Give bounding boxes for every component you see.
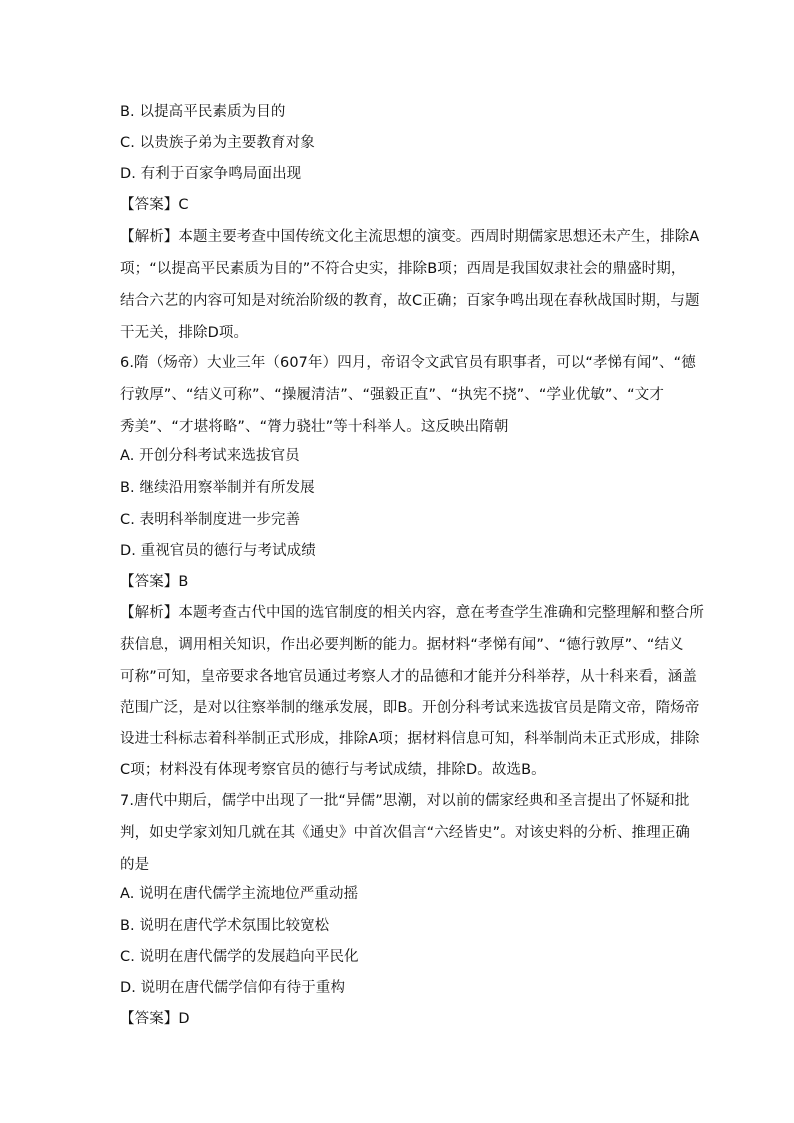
- analysis-line: C项；材料没有体现考察官员的德行与考试成绩，排除D。故选B。: [120, 762, 546, 778]
- option-a-line: A. 说明在唐代儒学主流地位严重动摇: [120, 886, 359, 902]
- option-d-line: D. 重视官员的德行与考试成绩: [120, 543, 316, 559]
- option-b-line: B. 以提高平民素质为目的: [120, 104, 286, 120]
- analysis-line: 设进士科标志着科举制正式形成，排除A项；据材料信息可知，科举制尚未正式形成，排除: [120, 731, 700, 747]
- answer-line: 【答案】C: [120, 197, 189, 213]
- option-d-line: D. 有利于百家争鸣局面出现: [120, 166, 302, 182]
- question-6-line: 行敦厚”、“结义可称”、“操履清洁”、“强毅正直”、“执宪不挠”、“学业优敏”、“文才: [120, 387, 664, 403]
- option-c-line: C. 表明科举制度进一步完善: [120, 512, 301, 528]
- analysis-line: 干无关，排除D项。: [120, 325, 249, 341]
- option-c-line: C. 以贵族子弟为主要教育对象: [120, 135, 315, 151]
- analysis-line: 【解析】本题考查古代中国的选官制度的相关内容，意在考查学生准确和完整理解和整合所: [120, 605, 704, 621]
- option-a-line: A. 开创分科考试来选拔官员: [120, 448, 300, 464]
- option-d-line: D. 说明在唐代儒学信仰有待于重构: [120, 980, 346, 996]
- analysis-line: 结合六艺的内容可知是对统治阶级的教育，故C正确；百家争鸣出现在春秋战国时期，与题: [120, 293, 700, 309]
- question-6-line: 秀美”、“才堪将略”、“膂力骁壮”等十科举人。这反映出隋朝: [120, 419, 509, 435]
- option-b-line: B. 说明在唐代学术氛围比较宽松: [120, 918, 330, 934]
- analysis-line: 范围广泛，是对以往察举制的继承发展，即B。开创分科考试来选拔官员是隋文帝，隋炀帝: [120, 700, 700, 716]
- question-6-line: 6.隋（炀帝）大业三年（607年）四月，帝诏令文武官员有职事者，可以“孝悌有闻”、“德: [120, 355, 696, 371]
- question-7-line: 的是: [120, 857, 150, 873]
- option-b-line: B. 继续沿用察举制并有所发展: [120, 480, 315, 496]
- analysis-line: 【解析】本题主要考查中国传统文化主流思想的演变。西周时期儒家思想还未产生，排除A: [120, 229, 700, 245]
- answer-line: 【答案】B: [120, 574, 189, 590]
- analysis-line: 可称”可知，皇帝要求各地官员通过考察人才的品德和才能并分科举荐，从十科来看，涵盖: [120, 669, 698, 685]
- analysis-line: 获信息，调用相关知识，作出必要判断的能力。据材料“孝悌有闻”、“德行敦厚”、“结义: [120, 637, 684, 653]
- analysis-line: 项；“以提高平民素质为目的”不符合史实，排除B项；西周是我国奴隶社会的鼎盛时期，: [120, 261, 686, 277]
- question-7-line: 判，如史学家刘知几就在其《通史》中首次倡言“六经皆史”。对该史料的分析、推理正确: [120, 825, 691, 841]
- question-7-line: 7.唐代中期后，儒学中出现了一批“异儒”思潮，对以前的儒家经典和圣言提出了怀疑和批: [120, 793, 690, 809]
- answer-line: 【答案】D: [120, 1011, 190, 1027]
- option-c-line: C. 说明在唐代儒学的发展趋向平民化: [120, 949, 359, 965]
